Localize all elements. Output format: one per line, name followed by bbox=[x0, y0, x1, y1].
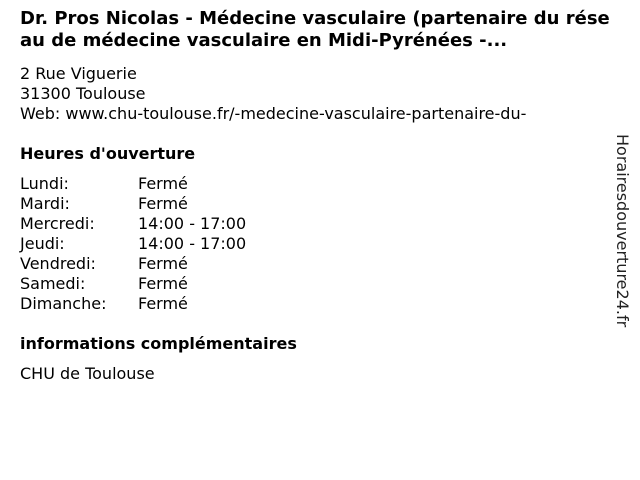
day-hours: 14:00 - 17:00 bbox=[138, 214, 247, 233]
street-address: 2 Rue Viguerie bbox=[20, 64, 137, 83]
day-hours: Fermé bbox=[138, 174, 188, 193]
website-link[interactable]: www.chu-toulouse.fr/-medecine-vasculaire-partenaire-du- bbox=[65, 104, 527, 123]
day-label: Dimanche: bbox=[20, 294, 107, 313]
day-hours: Fermé bbox=[138, 294, 188, 313]
website-line bbox=[20, 104, 526, 124]
address-block bbox=[20, 64, 526, 124]
day-label: Vendredi: bbox=[20, 254, 96, 273]
hours-row-monday bbox=[20, 174, 246, 194]
day-label: Jeudi: bbox=[20, 234, 65, 253]
additional-info-text: CHU de Toulouse bbox=[20, 364, 155, 383]
hours-row-friday bbox=[20, 254, 246, 274]
day-hours: Fermé bbox=[138, 274, 188, 293]
opening-hours-heading: Heures d'ouverture bbox=[20, 144, 196, 163]
day-label: Mercredi: bbox=[20, 214, 95, 233]
opening-hours-table bbox=[20, 174, 246, 314]
day-hours: Fermé bbox=[138, 254, 188, 273]
hours-row-saturday bbox=[20, 274, 246, 294]
day-label: Mardi: bbox=[20, 194, 70, 213]
additional-info-heading: informations complémentaires bbox=[20, 334, 297, 353]
site-watermark bbox=[612, 134, 632, 344]
hours-row-sunday bbox=[20, 294, 246, 314]
day-label: Lundi: bbox=[20, 174, 69, 193]
day-label: Samedi: bbox=[20, 274, 86, 293]
city-address: 31300 Toulouse bbox=[20, 84, 146, 103]
day-hours: Fermé bbox=[138, 194, 188, 213]
day-hours: 14:00 - 17:00 bbox=[138, 234, 247, 253]
hours-row-thursday bbox=[20, 234, 246, 254]
page-title: Dr. Pros Nicolas - Médecine vasculaire (partenaire du réseau de médecine vasculaire en Midi-Pyrénées -... bbox=[20, 8, 610, 51]
watermark-text: Horairesdouverture24.fr bbox=[613, 134, 632, 328]
website-label: Web: bbox=[20, 104, 61, 123]
hours-row-wednesday bbox=[20, 214, 246, 234]
hours-row-tuesday bbox=[20, 194, 246, 214]
